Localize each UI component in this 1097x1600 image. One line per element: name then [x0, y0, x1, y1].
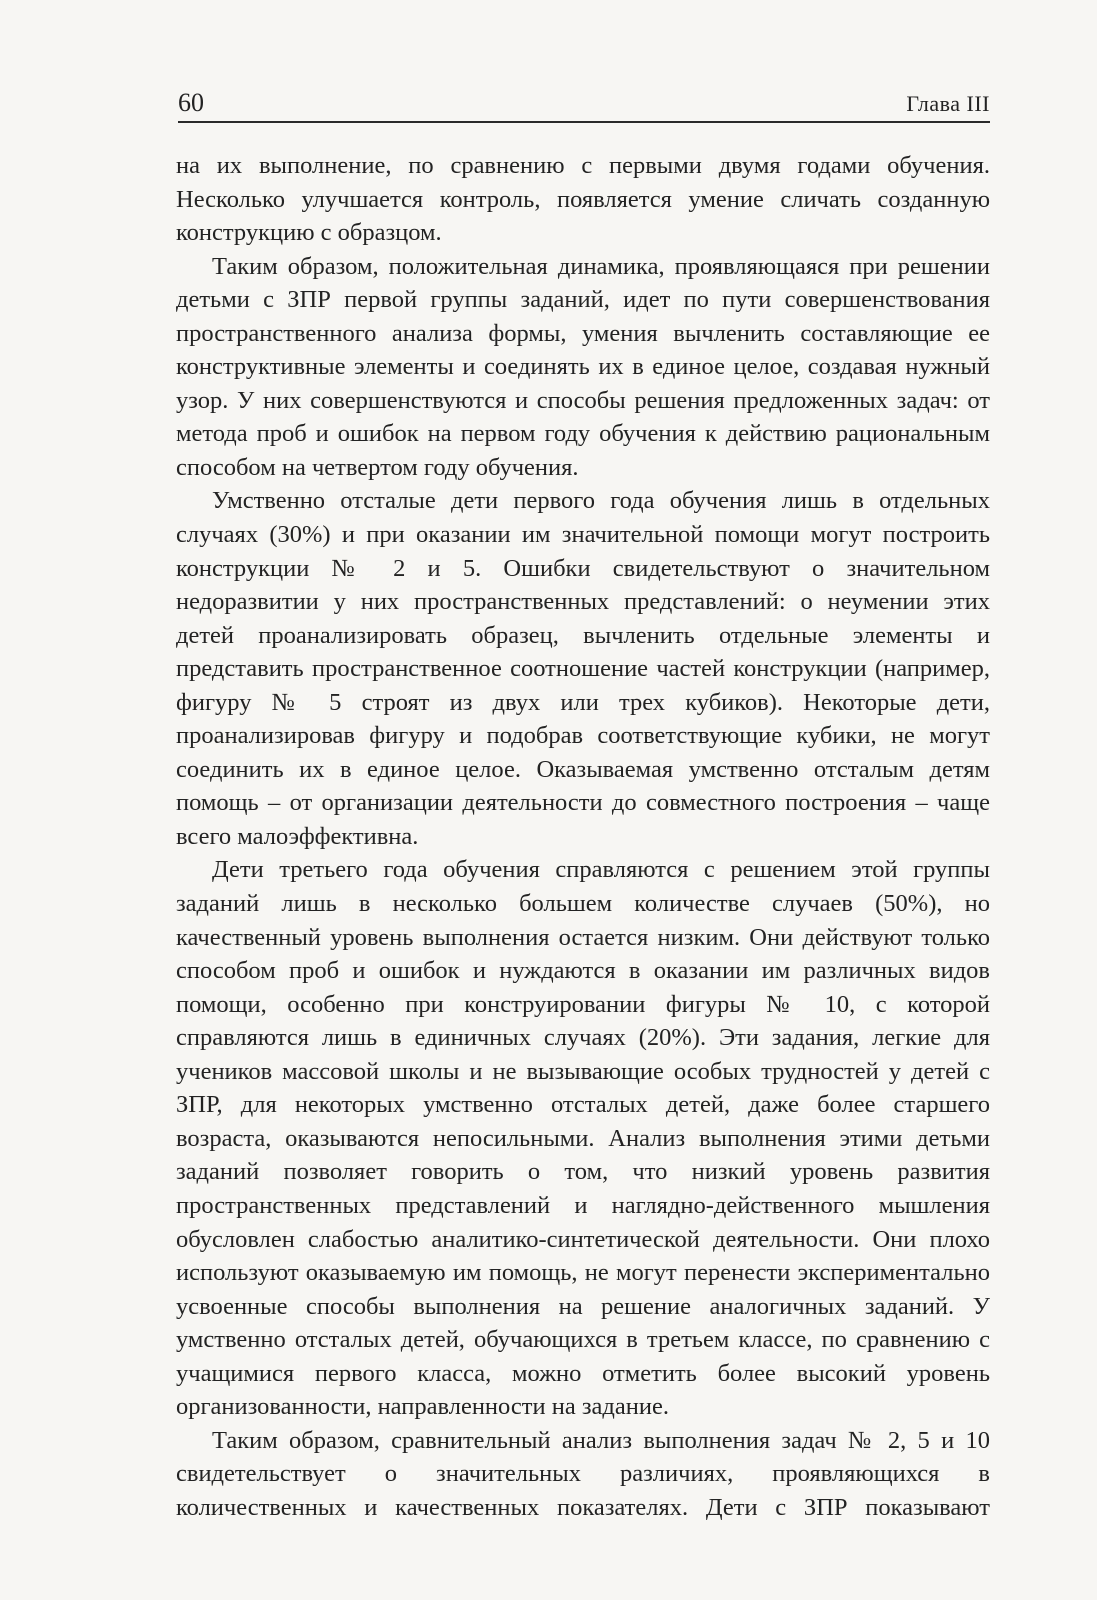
paragraph-continuation: на их выполнение, по сравнению с первыми двумя годами обучения. Несколько улучшается контроль, появляется умение сличать созданную конструкцию с образцом. — [176, 152, 990, 247]
paragraph-comparative-analysis: Таким образом, сравнительный анализ выполнения задач № 2, 5 и 10 свидетельствует о значительных различиях, проявляющихся в количественных и качественных показателях. Дети с ЗПР показывают — [176, 1426, 990, 1521]
paragraph-third-year: Дети третьего года обучения справляются с решением этой группы заданий лишь в несколько большем количестве случаев (50%), но качественный уровень выполнения остается низким. Они действуют только способом проб и ошибок и нуждаются в оказании им различных видов помощи, особенно при конструировании фигуры № 10, с которой справляются лишь в единичных случаях (20%). Эти задания, легкие для учеников массовой школы и не вызывающие особых трудностей у детей с ЗПР, для некоторых умственно отсталых детей, даже более старшего возраста, оказываются непосильными. Анализ выполнения этими детьми заданий позволяет говорить о том, что низкий уровень развития пространственных представлений и наглядно-действенного мышления обусловлен слабостью аналитико-синтетической деятельности. Они плохо используют оказываемую им помощь, не могут перенести экспериментально усвоенные способы выполнения на решение аналогичных заданий. У умственно отсталых детей, обучающихся в третьем классе, по сравнению с учащимися первого класса, можно отметить более высокий уровень организованности, направленности на задание. — [176, 856, 990, 1421]
body-text — [176, 149, 990, 1524]
paragraph-first-year: Умственно отсталые дети первого года обучения лишь в отдельных случаях (30%) и при оказании им значительной помощи могут построить конструкции № 2 и 5. Ошибки свидетельствуют о значительном недоразвитии у них пространственных представлений: о неумении этих детей проанализировать образец, вычленить отдельные элементы и представить пространственное соотношение частей конструкции (например, фигуру № 5 строят из двух или трех кубиков). Некоторые дети, проанализировав фигуру и подобрав соответствующие кубики, не могут соединить их в единое целое. Оказываемая умственно отсталым детям помощь – от организации деятельности до совместного построения – чаще всего малоэффективна. — [176, 487, 990, 850]
header-rule — [178, 121, 990, 123]
page-number: 60 — [178, 88, 204, 117]
paragraph-zpr-dynamics: Таким образом, положительная динамика, проявляющаяся при решении детьми с ЗПР первой группы заданий, идет по пути совершенствования пространственного анализа формы, умения вычленить составляющие ее конструктивные элементы и соединять их в единое целое, создавая нужный узор. У них совершенствуются и способы решения предложенных задач: от метода проб и ошибок на первом году обучения к действию рациональным способом на четвертом году обучения. — [176, 252, 990, 481]
page-header — [178, 88, 990, 122]
running-head: Глава III — [906, 91, 990, 116]
